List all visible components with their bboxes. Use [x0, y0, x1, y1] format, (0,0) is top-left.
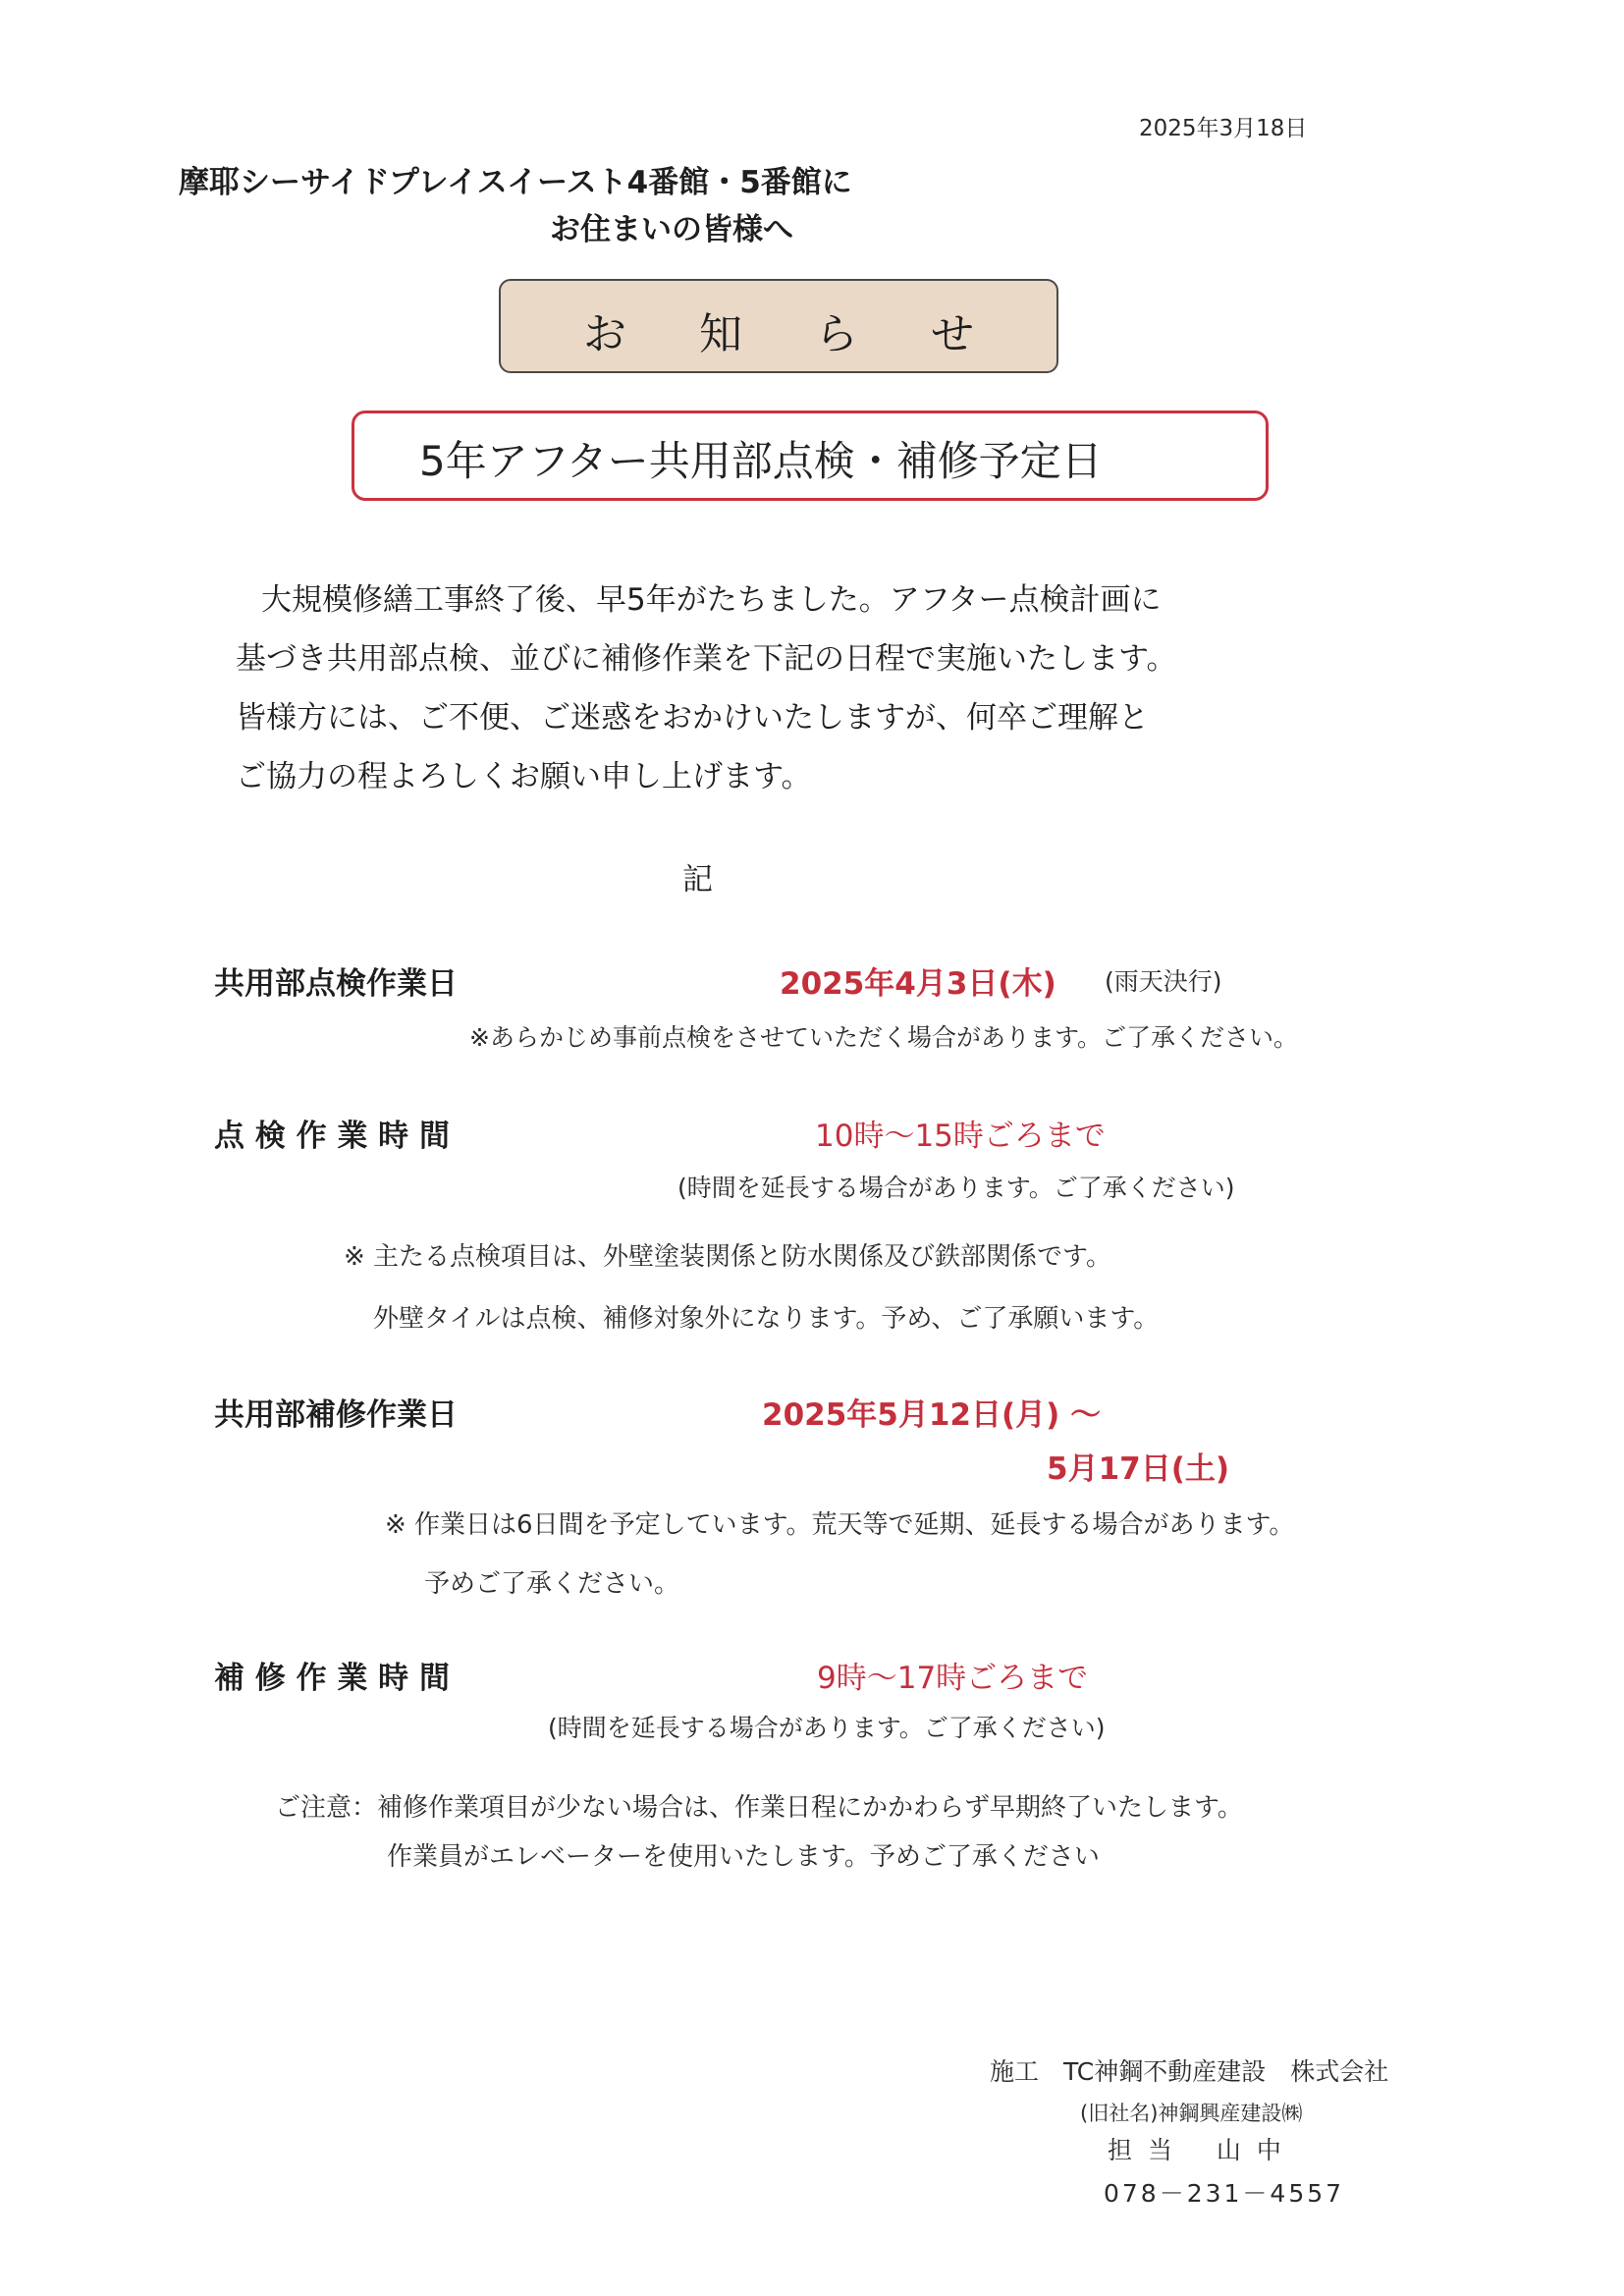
exclusion-note: 外壁タイルは点検、補修対象外になります。予め、ご了承願います。 — [373, 1304, 1160, 1334]
repair-day-note-2: 予めご了承ください。 — [424, 1569, 680, 1599]
contact-phone: 078－231－4557 — [1104, 2179, 1345, 2208]
repair-time-value: 9時～17時ごろまで — [817, 1661, 1089, 1696]
notice-label: お 知 ら せ — [583, 309, 1003, 359]
repair-day-label: 共用部補修作業日 — [214, 1397, 458, 1433]
repair-time-label: 補 修 作 業 時 間 — [214, 1661, 450, 1696]
intro-line-3: 皆様方には、ご不便、ご迷惑をおかけいたしますが、何卒ご理解と — [236, 700, 1149, 736]
intro-line-4: ご協力の程よろしくお願い申し上げます。 — [236, 759, 812, 794]
ki-heading: 記 — [682, 862, 713, 898]
repair-day-start: 2025年5月12日(月) ～ — [762, 1397, 1102, 1433]
inspection-time-note: (時間を延長する場合があります。ご了承ください) — [677, 1174, 1235, 1202]
inspection-time-value: 10時～15時ごろまで — [815, 1119, 1106, 1154]
former-company-name: (旧社名)神鋼興産建設㈱ — [1080, 2102, 1303, 2125]
contact-person: 担 当 山 中 — [1108, 2136, 1285, 2164]
inspection-time-label: 点 検 作 業 時 間 — [214, 1119, 450, 1154]
document-title: 5年アフター共用部点検・補修予定日 — [419, 437, 1103, 485]
repair-day-end: 5月17日(土) — [1047, 1451, 1230, 1487]
inspection-day-value: 2025年4月3日(木) — [780, 966, 1056, 1002]
addressee-line-1: 摩耶シーサイドプレイスイースト4番館・5番館に — [179, 165, 852, 200]
contractor-name: 施工 TC神鋼不動産建設 株式会社 — [990, 2057, 1389, 2086]
intro-line-2: 基づき共用部点検、並びに補修作業を下記の日程で実施いたします。 — [236, 641, 1177, 677]
addressee-line-2: お住まいの皆様へ — [550, 212, 793, 247]
repair-day-note-1: ※ 作業日は6日間を予定しています。荒天等で延期、延長する場合があります。 — [385, 1510, 1295, 1540]
notice-banner — [499, 279, 1058, 373]
document-date: 2025年3月18日 — [1139, 116, 1308, 141]
inspection-day-label: 共用部点検作業日 — [214, 966, 458, 1002]
caution-line-1: ご注意：補修作業項目が少ない場合は、作業日程にかかわらず早期終了いたします。 — [275, 1793, 1243, 1823]
title-banner — [352, 410, 1269, 501]
inspection-day-note: ※あらかじめ事前点検をさせていただく場合があります。ご了承ください。 — [469, 1023, 1298, 1052]
inspection-day-extra: (雨天決行) — [1105, 967, 1222, 996]
repair-time-note: (時間を延長する場合があります。ご了承ください) — [548, 1714, 1106, 1742]
inspection-items-note: ※ 主たる点検項目は、外壁塗装関係と防水関係及び鉄部関係です。 — [344, 1242, 1111, 1272]
intro-line-1: 大規模修繕工事終了後、早5年がたちました。アフター点検計画に — [261, 582, 1162, 618]
caution-line-2: 作業員がエレベーターを使用いたします。予めご了承ください — [387, 1842, 1100, 1872]
